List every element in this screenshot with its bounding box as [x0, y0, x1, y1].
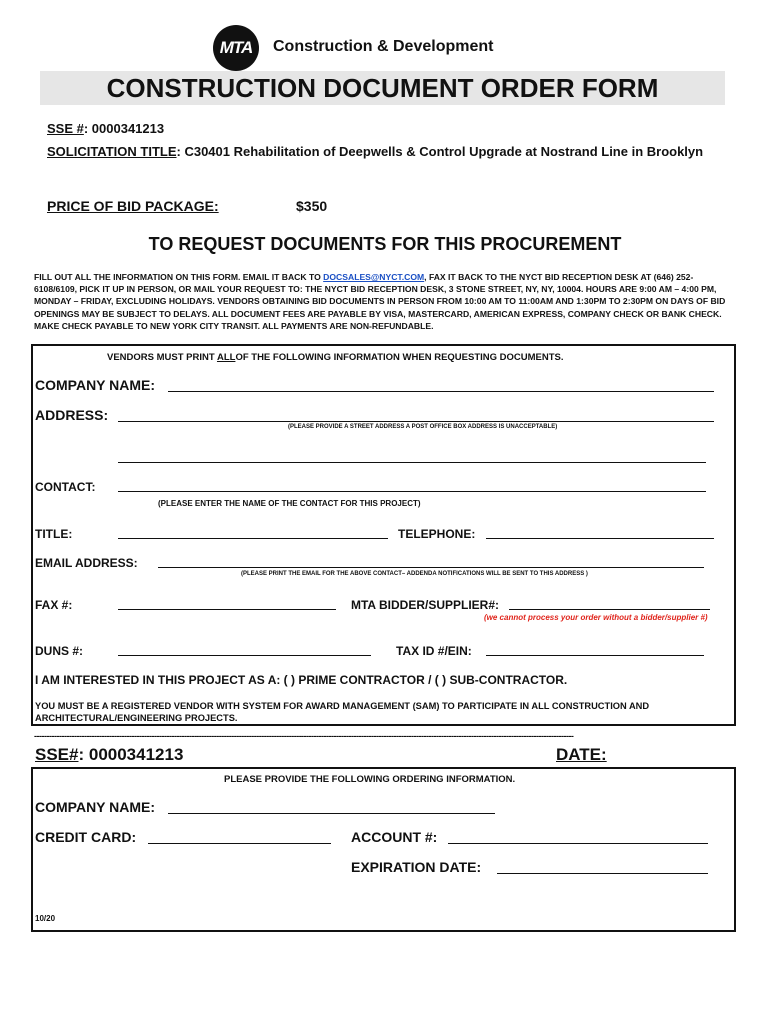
- credit-card-field[interactable]: [148, 843, 331, 844]
- order-company-name-field[interactable]: [168, 813, 495, 814]
- account-number-label: ACCOUNT #:: [351, 829, 438, 845]
- bidder-supplier-label: MTA BIDDER/SUPPLIER#:: [351, 598, 500, 612]
- order-date-label: DATE:: [556, 745, 607, 764]
- solicitation-label: SOLICITATION TITLE: [47, 144, 177, 159]
- order-sse-line: [35, 745, 183, 765]
- request-heading: TO REQUEST DOCUMENTS FOR THIS PROCUREMENT: [148, 234, 622, 254]
- contact-note: (PLEASE ENTER THE NAME OF THE CONTACT FOR THIS PROJECT): [158, 499, 421, 508]
- sse-value: : 0000341213: [83, 121, 165, 136]
- email-note: (PLEASE PRINT THE EMAIL FOR THE ABOVE CONTACT– ADDENDA NOTIFICATIONS WILL BE SENT TO THIS ADDRESS ): [241, 571, 588, 577]
- credit-card-label: CREDIT CARD:: [35, 829, 137, 845]
- sse-label: SSE #: [47, 121, 84, 136]
- tax-id-field[interactable]: [486, 655, 704, 656]
- expiration-date-label: EXPIRATION DATE:: [351, 859, 482, 875]
- telephone-label: TELEPHONE:: [398, 527, 476, 541]
- bidder-supplier-note: (we cannot process your order without a bidder/supplier #): [484, 613, 708, 622]
- price-label: PRICE OF BID PACKAGE: [47, 198, 214, 214]
- bidder-supplier-field[interactable]: [509, 609, 710, 610]
- telephone-field[interactable]: [486, 538, 714, 539]
- address-label: ADDRESS:: [35, 407, 109, 423]
- order-sse-value: : 0000341213: [78, 745, 184, 764]
- address-note: (PLEASE PROVIDE A STREET ADDRESS A POST OFFICE BOX ADDRESS IS UNACCEPTABLE): [288, 424, 558, 430]
- contact-label: CONTACT:: [35, 480, 96, 494]
- title-field[interactable]: [118, 538, 388, 539]
- solicitation-title-line: [47, 143, 707, 160]
- company-name-label: COMPANY NAME:: [35, 377, 156, 393]
- price-value: $350: [296, 198, 328, 214]
- account-number-field[interactable]: [448, 843, 708, 844]
- email-address-field[interactable]: [158, 567, 704, 568]
- contact-field[interactable]: [118, 491, 706, 492]
- address-field-line-2[interactable]: [118, 462, 706, 463]
- fax-field[interactable]: [118, 609, 336, 610]
- ordering-intro: PLEASE PROVIDE THE FOLLOWING ORDERING INFORMATION.: [224, 774, 516, 785]
- project-interest-line[interactable]: I AM INTERESTED IN THIS PROJECT AS A: ( ) PRIME CONTRACTOR / ( ) SUB-CONTRACTOR.: [35, 673, 568, 687]
- title-label: TITLE:: [35, 527, 73, 541]
- duns-field[interactable]: [118, 655, 371, 656]
- vendor-intro-text-2: OF THE FOLLOWING INFORMATION WHEN REQUESTING DOCUMENTS.: [235, 352, 564, 363]
- address-field[interactable]: [118, 421, 714, 422]
- ordering-info-box: [31, 767, 736, 932]
- email-address-label: EMAIL ADDRESS:: [35, 556, 138, 570]
- vendor-info-box: [31, 344, 736, 726]
- sse-number-line: [47, 121, 164, 136]
- department-name: Construction & Development: [273, 38, 494, 55]
- order-sse-label: SSE#: [35, 745, 79, 764]
- page-title: CONSTRUCTION DOCUMENT ORDER FORM: [106, 73, 659, 103]
- vendor-intro-all: ALL: [216, 352, 236, 363]
- instructions-text-2: , FAX IT BACK TO THE NYCT BID RECEPTION DESK AT (646) 252-6108/6109, PICK IT UP IN PERSON, OR MAIL YOUR REQUEST TO: THE NYCT BID RECEPTION DESK, 3 STONE STREET, NY, NY, 10004. HOURS ARE 9:00 AM – 4:00 PM, MONDAY – FRIDAY, EXCLUDING HOLIDAYS. VENDORS OBTAINING BID DOCUMENTS IN PERSON FROM 10:00 AM TO 11:00AM AND 1:30PM TO 2:30PM ON DAYS OF BID OPENINGS MAY BE SUBJECT TO DELAYS. ALL DOCUMENT FEES ARE PAYABLE BY VISA, MASTERCARD, AMERICAN EXPRESS, COMPANY CHECK OR BANK CHECK. MAKE CHECK PAYABLE TO NEW YORK CITY TRANSIT. ALL PAYMENTS ARE NON-REFUNDABLE.: [34, 272, 726, 331]
- duns-label: DUNS #:: [35, 644, 84, 658]
- mta-logo: MTA: [213, 25, 259, 71]
- price-line: [47, 198, 219, 214]
- solicitation-value: : C30401 Rehabilitation of Deepwells & Control Upgrade at Nostrand Line in Brooklyn: [176, 144, 704, 159]
- company-name-field[interactable]: [168, 391, 714, 392]
- cut-line-separator: ------------------------------------------------------------------------------------------------------------------------------------------------------------------------------------------------------------------------: [34, 731, 574, 741]
- sam-registration-note: YOU MUST BE A REGISTERED VENDOR WITH SYSTEM FOR AWARD MANAGEMENT (SAM) TO PARTICIPATE IN ALL CONSTRUCTION AND ARCHITECTURAL/ENGINEERING PROJECTS.: [35, 701, 650, 723]
- price-colon: :: [213, 198, 219, 214]
- instructions-text-1: FILL OUT ALL THE INFORMATION ON THIS FORM. EMAIL IT BACK TO: [34, 272, 324, 282]
- vendor-intro-text-1: VENDORS MUST PRINT: [107, 352, 217, 363]
- vendor-intro: [107, 352, 564, 363]
- order-company-name-label: COMPANY NAME:: [35, 799, 156, 815]
- fax-label: FAX #:: [35, 598, 73, 612]
- form-version: 10/20: [35, 914, 56, 923]
- request-instructions: [34, 271, 730, 332]
- expiration-date-field[interactable]: [497, 873, 708, 874]
- tax-id-label: TAX ID #/EIN:: [396, 644, 472, 658]
- docsales-email-link[interactable]: DOCSALES@NYCT.COM: [323, 272, 425, 282]
